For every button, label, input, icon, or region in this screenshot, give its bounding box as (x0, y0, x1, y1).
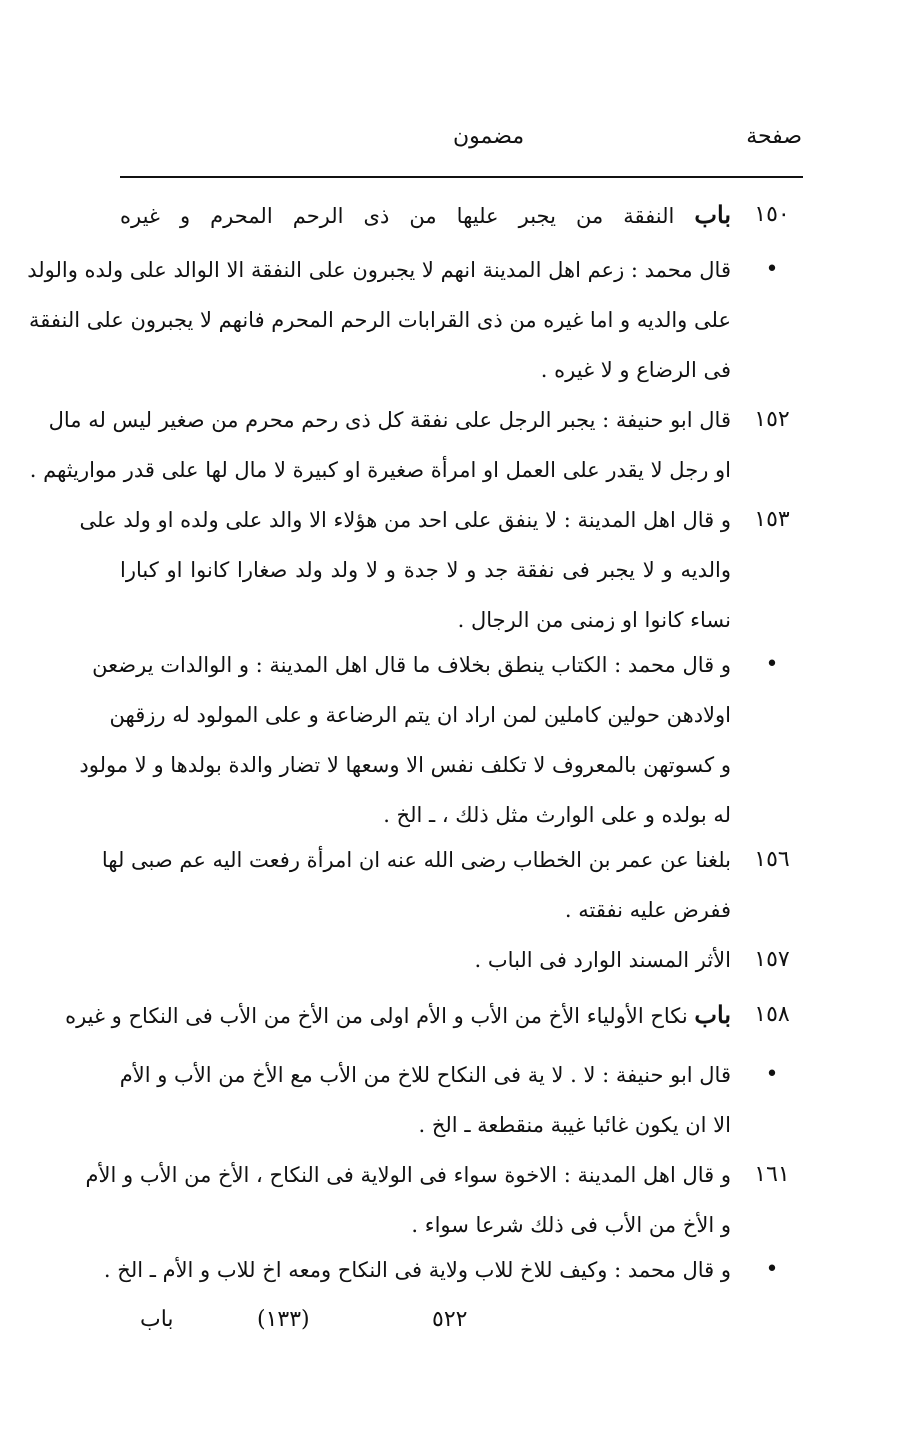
entry-page-number: ١٥٧ (754, 947, 790, 972)
entry (29, 395, 803, 495)
entry-page-number: ١٥٠ (754, 202, 790, 227)
entry-page-number: ١٥٨ (754, 1002, 790, 1027)
entry-text-line: له بولده و على الوارث مثل ذلك ، ـ الخ . (383, 803, 731, 827)
section-keyword: باب (694, 200, 731, 229)
entry (120, 190, 803, 240)
entry-page-number: ١٥٦ (754, 847, 790, 872)
entry-bullet: • (765, 652, 779, 677)
entry (103, 1245, 803, 1295)
entry-text-line: باب النفقة من يجبر عليها من ذى الرحم المحرم و غيره (120, 200, 731, 229)
header-rule (120, 176, 803, 178)
entry-text-line: باب نكاح الأولياء الأخ من الأب و الأم اولى من الأخ من الأب فى النكاح و غيره (65, 1000, 731, 1029)
entry (120, 1050, 803, 1150)
entry-text-line: الأثر المسند الوارد فى الباب . (474, 948, 731, 972)
entry (79, 495, 803, 645)
entry-page-number: ١٦١ (754, 1162, 790, 1187)
entry-text-line: و قال اهل المدينة : لا ينفق على احد من هؤلاء الا والد على ولده او ولد على (79, 508, 731, 532)
entry-text-line: و الأخ من الأب فى ذلك شرعا سواء . (411, 1213, 731, 1237)
entry-text-line: و قال محمد : وكيف للاخ للاب ولاية فى النكاح ومعه اخ للاب و الأم ـ الخ . (103, 1258, 731, 1282)
entry-text-line: والديه و لا يجبر فى نفقة جد و لا جدة و لا ولد ولد صغارا كانوا او كبارا (120, 558, 731, 582)
page-number: (١٣٣) (257, 1307, 310, 1332)
entry-text-line: قال ابو حنيفة : لا . لا ية فى النكاح للاخ من الأب مع الأخ من الأب و الأم (119, 1063, 731, 1087)
entry-text-line: او رجل لا يقدر على العمل او امرأة صغيرة او كبيرة لا مال لها على قدر مواريثهم . (29, 458, 731, 482)
entry-text-line: على والديه و اما غيره من ذى القرابات الرحم المحرم فانهم لا يجبرون على النفقة (29, 308, 731, 332)
page-column-header: صفحة (746, 124, 802, 149)
entry-text-line: بلغنا عن عمر بن الخطاب رضى الله عنه ان امرأة رفعت اليه عم صبى لها (101, 848, 731, 872)
entry (85, 1150, 803, 1250)
entry-bullet: • (765, 1062, 779, 1087)
folio-number: ٥٢٢ (432, 1307, 468, 1332)
entry-text-line: قال ابو حنيفة : يجبر الرجل على نفقة كل ذى رحم محرم من صغير ليس له مال (48, 408, 731, 432)
entry-text-line: الا ان يكون غائبا غيبة منقطعة ـ الخ . (418, 1113, 731, 1137)
entry-text-line: قال محمد : زعم اهل المدينة انهم لا يجبرون على النفقة الا الوالد على ولده والولد (27, 258, 731, 282)
entry-text-line: ففرض عليه نفقته . (564, 898, 731, 922)
entry-text-line: و قال محمد : الكتاب ينطق بخلاف ما قال اهل المدينة : و الوالدات يرضعن (92, 653, 731, 677)
entry-text-line: و كسوتهن بالمعروف لا تكلف نفس الا وسعها لا تضار والدة بولدها و لا مولود (79, 753, 731, 777)
entry (101, 835, 803, 935)
entry (79, 640, 803, 840)
entry-text-line: اولادهن حولين كاملين لمن اراد ان يتم الرضاعة و على المولود له رزقهن (109, 703, 731, 727)
entry-page-number: ١٥٣ (754, 507, 790, 532)
entry (27, 245, 803, 395)
entry-bullet: • (765, 1257, 779, 1282)
entry (120, 935, 803, 985)
content-column-header: مضمون (453, 124, 525, 149)
entry-text-line: نساء كانوا او زمنى من الرجال . (457, 608, 731, 632)
section-keyword: باب (694, 1000, 731, 1029)
entry-text-line: فى الرضاع و لا غيره . (540, 358, 731, 382)
entry-text-line: و قال اهل المدينة : الاخوة سواء فى الولاية فى النكاح ، الأخ من الأب و الأم (85, 1163, 731, 1187)
entry-bullet: • (765, 257, 779, 282)
entry-page-number: ١٥٢ (754, 407, 790, 432)
entry (65, 990, 803, 1040)
catchword: باب (140, 1307, 174, 1332)
